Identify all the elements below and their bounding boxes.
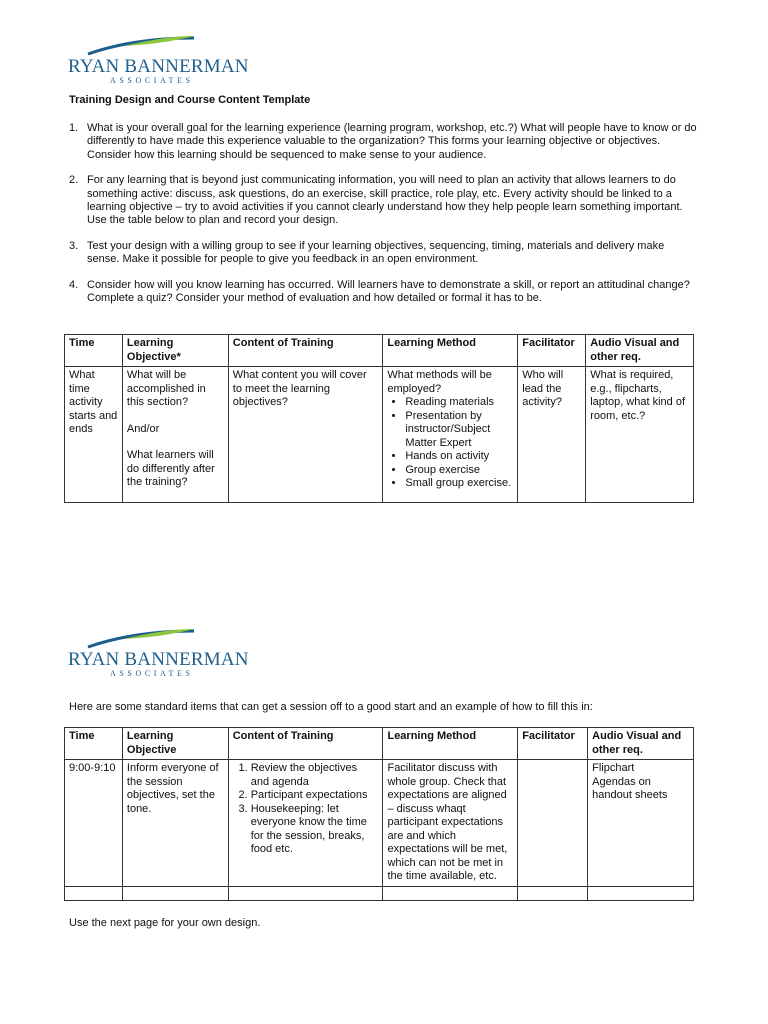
table-row [65, 367, 694, 503]
table-cell [122, 886, 228, 900]
list-item: 4. Consider how will you know learning has occurred. Will learners have to demonstrate a skill, or report an attitudinal change? Complete a quiz? Consider your method of evaluation and how detailed or formal it has to be. [69, 278, 690, 305]
column-header: Learning Method [383, 728, 518, 760]
instructions-list [69, 122, 699, 305]
table-row [65, 760, 694, 887]
footer-text: Use the next page for your own design. [69, 917, 261, 929]
table-cell: What is required, e.g., flipcharts, laptop, what kind of room, etc.? [586, 367, 694, 503]
company-logo [68, 627, 249, 678]
intro-text: Here are some standard items that can get a session off to a good start and an example of how to fill this in: [69, 701, 593, 713]
methods-list [387, 396, 513, 491]
list-item: 2. For any learning that is beyond just communicating information, you will need to plan an activity that allows learners to do something active: discuss, ask questions, do an exercise, skill practice, role play, etc. Every activity should be linked to a learning objective – try to avoid activities if you cannot clearly understand how they help people learn something important. Use the table below to plan and record your design. [69, 174, 683, 227]
table-cell: What will be accomplished in this section? And/or What learners will do differently after the training? [122, 367, 228, 503]
list-item: 1. Review the objectives and agenda [251, 762, 379, 789]
list-item: 3. Housekeeping: let everyone know the time for the session, breaks, food etc. [251, 803, 379, 857]
logo-subtitle: ASSOCIATES [110, 669, 194, 678]
list-item: • Group exercise [405, 464, 513, 478]
column-header: Audio Visual and other req. [586, 335, 694, 367]
table-cell [228, 760, 383, 887]
list-item: 1. What is your overall goal for the learning experience (learning program, workshop, etc.?) What will people have to know or do differently to have made this experience valuable to the organization? This forms your learning objective or objectives. Consider how this learning should be sequenced to make sense to your audience. [69, 122, 697, 161]
list-item: 3. Test your design with a willing group to see if your learning objectives, sequencing, timing, materials and delivery make sense. Make it possible for people to give you feedback in an open environment. [69, 239, 665, 266]
list-item: • Small group exercise. [405, 477, 513, 491]
table-cell [588, 886, 694, 900]
column-header: Content of Training [228, 335, 383, 367]
table-cell [518, 886, 588, 900]
logo-swoosh-icon [68, 34, 228, 58]
column-header: Facilitator [518, 728, 588, 760]
design-template-table [64, 334, 694, 503]
example-table [64, 727, 694, 901]
table-cell: 9:00-9:10 [65, 760, 123, 887]
logo-name: RYAN BANNERMAN [68, 649, 249, 670]
list-item: • Reading materials [405, 396, 513, 410]
column-header: Facilitator [518, 335, 586, 367]
company-logo [68, 34, 249, 85]
list-item: • Hands on activity [405, 450, 513, 464]
table-cell: Flipchart Agendas on handout sheets [588, 760, 694, 887]
column-header: Time [65, 335, 123, 367]
logo-subtitle: ASSOCIATES [110, 76, 194, 85]
table-header-row [65, 335, 694, 367]
column-header: Learning Objective [122, 728, 228, 760]
logo-swoosh-icon [68, 627, 228, 651]
table-cell [383, 886, 518, 900]
column-header: Audio Visual and other req. [588, 728, 694, 760]
list-item: 2. Participant expectations [251, 789, 379, 803]
column-header: Time [65, 728, 123, 760]
table-cell: What methods will be employed? • Reading materials • Presentation by instructor/Subject Matter Expert • Hands on activity • Group exercise • Small group exercise. [383, 367, 518, 503]
table-cell: Facilitator discuss with whole group. Check that expectations are aligned – discuss whaqt participant expectations are and which expectations will be met, which can not be met in the time available, etc. [383, 760, 518, 887]
list-item: • Presentation by instructor/Subject Matter Expert [405, 410, 513, 451]
table-header-row [65, 728, 694, 760]
logo-name: RYAN BANNERMAN [68, 56, 249, 77]
table-cell: Who will lead the activity? [518, 367, 586, 503]
column-header: Learning Objective* [122, 335, 228, 367]
content-list [233, 762, 379, 857]
table-row [65, 886, 694, 900]
table-cell: What time activity starts and ends [65, 367, 123, 503]
table-cell [65, 886, 123, 900]
table-cell [228, 886, 383, 900]
column-header: Content of Training [228, 728, 383, 760]
page-title: Training Design and Course Content Template [69, 94, 311, 106]
table-cell: What content you will cover to meet the learning objectives? [228, 367, 383, 503]
table-cell [518, 760, 588, 887]
column-header: Learning Method [383, 335, 518, 367]
table-cell: Inform everyone of the session objectives, set the tone. [122, 760, 228, 887]
